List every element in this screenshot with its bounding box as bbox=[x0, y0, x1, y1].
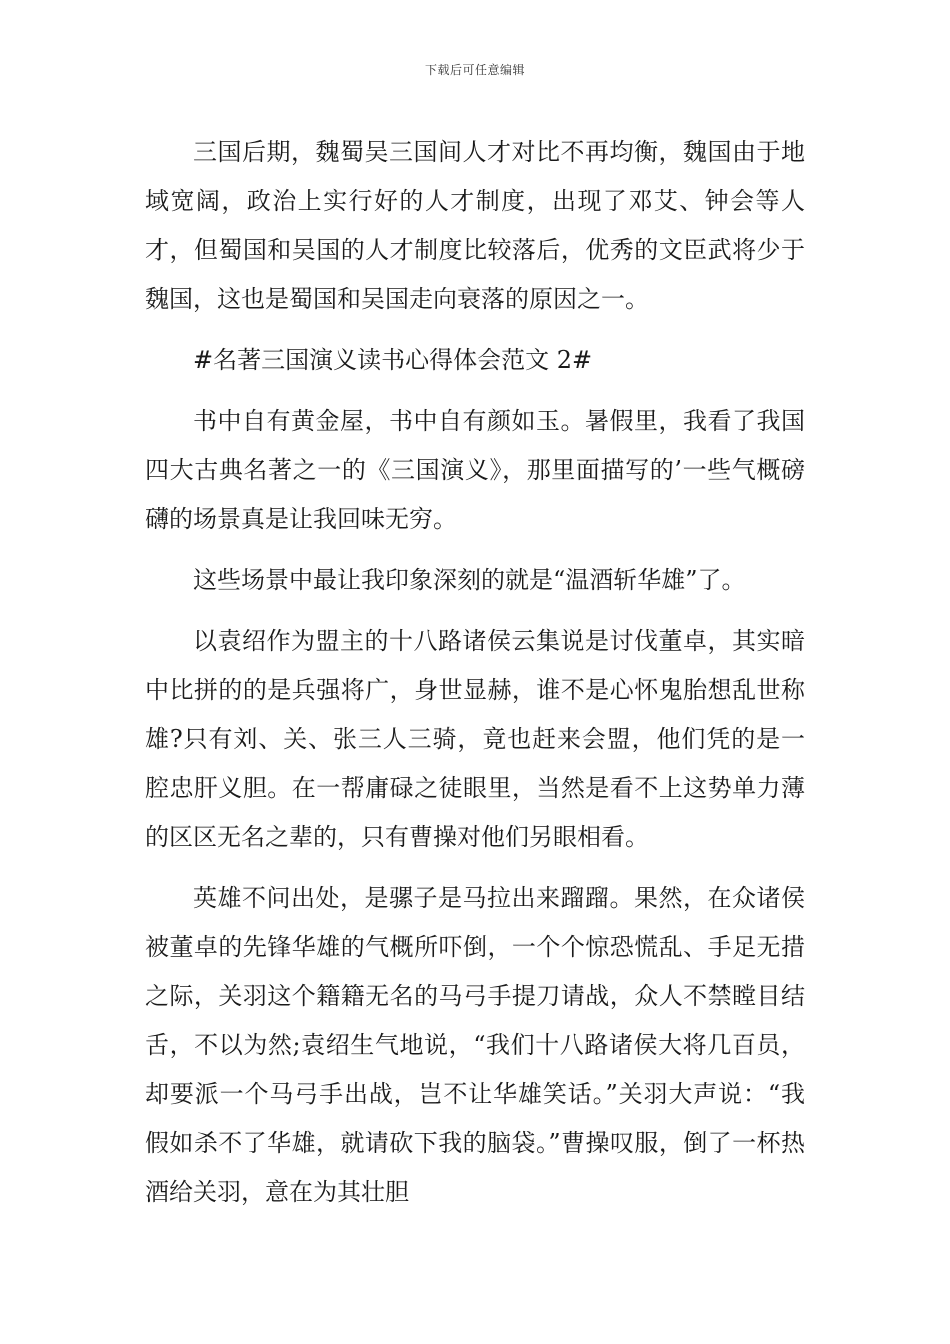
document-body bbox=[145, 128, 805, 1217]
page-header: 下载后可任意编辑 bbox=[424, 63, 525, 77]
paragraph-alliance: 以袁绍作为盟主的十八路诸侯云集说是讨伐董卓，其实暗中比拼的的是兵强将广，身世显赫，谁不是心怀鬼胎想乱世称雄?只有刘、关、张三人三骑，竟也赶来会盟，他们凭的是一腔忠肝义胆。在一帮庸碌之徒眼里，当然是看不上这势单力薄的区区无名之辈的，只有曹操对他们另眼相看。 bbox=[145, 627, 805, 851]
paragraph-intro: 书中自有黄金屋，书中自有颜如玉。暑假里，我看了我国四大古典名著之一的《三国演义》，那里面描写的’一些气概磅礴的场景真是让我回味无穷。 bbox=[145, 407, 805, 533]
section-heading: #名著三国演义读书心得体会范文 2# bbox=[193, 346, 593, 374]
paragraph-guan-yu: 英雄不问出处，是骡子是马拉出来蹓蹓。果然，在众诸侯被董卓的先锋华雄的气概所吓倒，一个个惊恐慌乱、手足无措之际，关羽这个籍籍无名的马弓手提刀请战，众人不禁瞠目结舌，不以为然;袁绍生气地说，“我们十八路诸侯大将几百员，却要派一个马弓手出战，岂不让华雄笑话。”关羽大声说：“我假如杀不了华雄，就请砍下我的脑袋。”曹操叹服，倒了一杯热酒给关羽，意在为其壮胆 bbox=[145, 884, 805, 1206]
paragraph-talent-comparison: 三国后期，魏蜀吴三国间人才对比不再均衡，魏国由于地域宽阔，政治上实行好的人才制度，出现了邓艾、钟会等人才，但蜀国和吴国的人才制度比较落后，优秀的文臣武将少于魏国，这也是蜀国和吴国走向衰落的原因之一。 bbox=[145, 138, 805, 313]
paragraph-favorite-scene: 这些场景中最让我印象深刻的就是“温酒斩华雄”了。 bbox=[193, 566, 746, 594]
